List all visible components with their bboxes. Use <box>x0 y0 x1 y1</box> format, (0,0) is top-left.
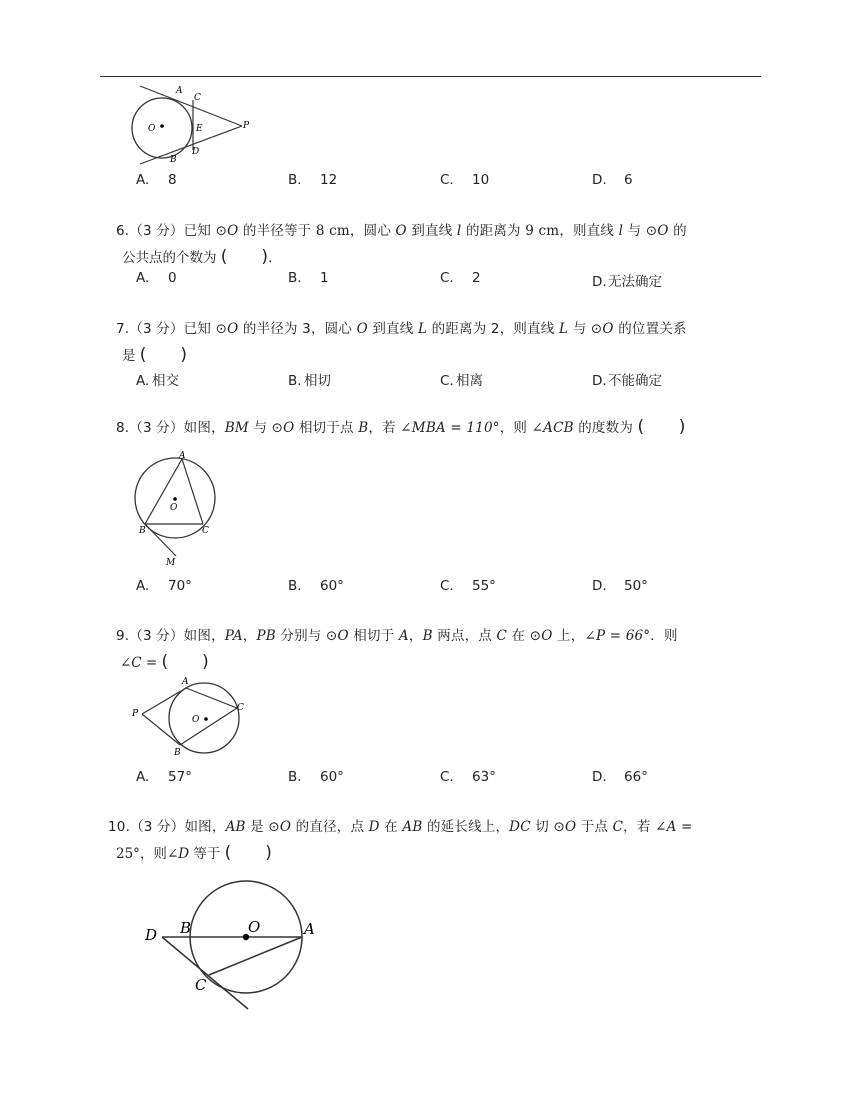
q9-options <box>136 769 756 791</box>
q8-options <box>136 578 756 600</box>
q9-stem: 9.（3 分）如图，PA，PB 分别与 ⊙O 相切于 A，B 两点，点 C 在 ⊙O 上，∠P = 66°．则 ∠C = ( ) <box>116 628 678 672</box>
q5-option-a[interactable]: A. 8 <box>136 172 177 188</box>
q8-option-a[interactable]: A. 70° <box>136 578 192 594</box>
q8-stem: 8.（3 分）如图，BM 与 ⊙O 相切于点 B，若 ∠MBA = 110°，则 ∠ACB 的度数为 ( ) <box>116 417 686 437</box>
q8-label-m: M <box>166 558 176 568</box>
q5-figure <box>126 80 266 166</box>
q7-answer-blank[interactable]: ( ) <box>139 345 188 365</box>
q5-label-e: E <box>196 124 203 134</box>
q5-label-d: D <box>192 147 200 157</box>
q9-label-o: O <box>192 715 200 725</box>
q9-label-a: A <box>182 677 189 687</box>
q8-option-c[interactable]: C. 55° <box>440 578 496 594</box>
q7-stem: 7.（3 分）已知 ⊙O 的半径为 3，圆心 O 到直线 L 的距离为 2，则直线 L 与 ⊙O 的位置关系 是 ( ) <box>116 321 687 365</box>
q9-label-b: B <box>174 748 181 758</box>
q8-option-d[interactable]: D. 50° <box>592 578 648 594</box>
q5-option-c[interactable]: C. 10 <box>440 172 490 188</box>
q9-figure <box>128 672 252 760</box>
page-header-rule <box>100 76 761 77</box>
q5-label-b: B <box>170 155 177 165</box>
q5-label-o: O <box>148 124 156 134</box>
q5-label-c: C <box>194 93 201 103</box>
q6-answer-blank[interactable]: ( ) <box>220 247 269 267</box>
q8-label-o: O <box>170 503 178 513</box>
q9-option-a[interactable]: A. 57° <box>136 769 192 785</box>
q8-answer-blank[interactable]: ( ) <box>637 417 686 437</box>
q7-options <box>136 369 756 391</box>
q5-options <box>136 172 756 194</box>
q9-label-c: C <box>237 703 244 713</box>
q9-answer-blank[interactable]: ( ) <box>161 652 209 672</box>
q9-option-b[interactable]: B. 60° <box>288 769 344 785</box>
q10-figure <box>140 876 330 1016</box>
q10-label-d: D <box>145 926 158 944</box>
q9-option-c[interactable]: C. 63° <box>440 769 496 785</box>
q6-stem: 6.（3 分）已知 ⊙O 的半径等于 8 cm，圆心 O 到直线 l 的距离为 9 cm，则直线 l 与 ⊙O 的 公共点的个数为 ( ). <box>116 223 687 267</box>
q6-options <box>136 270 756 292</box>
q8-option-b[interactable]: B. 60° <box>288 578 344 594</box>
q7-option-d[interactable]: D.不能确定 <box>592 373 662 389</box>
q10-answer-blank[interactable]: ( ) <box>224 843 272 863</box>
q10-label-o: O <box>248 918 261 936</box>
q6-option-c[interactable]: C. 2 <box>440 270 481 286</box>
q6-option-b[interactable]: B. 1 <box>288 270 329 286</box>
q8-figure <box>130 448 230 568</box>
q8-label-a: A <box>179 451 186 461</box>
q10-stem: 10.（3 分）如图，AB 是 ⊙O 的直径，点 D 在 AB 的延长线上，DC 切 ⊙O 于点 C，若 ∠A = 25°，则∠D 等于 ( ) <box>108 819 693 863</box>
q7-option-a[interactable]: A. 相交 <box>136 373 179 389</box>
q10-label-b: B <box>180 919 192 937</box>
q5-option-b[interactable]: B. 12 <box>288 172 338 188</box>
q8-label-b: B <box>139 526 146 536</box>
q6-option-a[interactable]: A. 0 <box>136 270 177 286</box>
q9-label-p: P <box>132 709 139 719</box>
q10-label-c: C <box>195 976 207 994</box>
q5-label-p: P <box>243 121 250 131</box>
q5-option-d[interactable]: D. 6 <box>592 172 633 188</box>
q7-option-b[interactable]: B. 相切 <box>288 373 331 389</box>
q7-option-c[interactable]: C. 相离 <box>440 373 483 389</box>
q8-label-c: C <box>202 526 209 536</box>
q6-option-d[interactable]: D.无法确定 <box>592 274 662 290</box>
q9-option-d[interactable]: D. 66° <box>592 769 648 785</box>
q5-label-a: A <box>176 86 183 96</box>
q10-label-a: A <box>304 920 315 938</box>
